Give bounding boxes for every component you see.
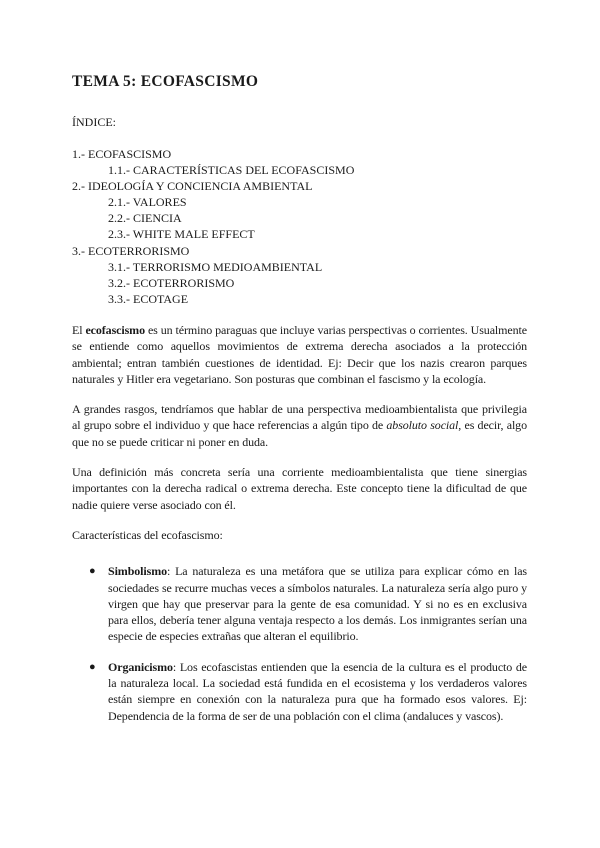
index-heading: ÍNDICE: [72,115,116,129]
toc-subitem: 2.3.- WHITE MALE EFFECT [108,227,255,242]
list-item-term: Simbolismo [108,564,168,579]
document-page [72,72,527,738]
paragraph-perspective [72,401,527,450]
list-item [72,563,527,644]
paragraph-lead: El [72,322,86,337]
list-item-text: : Los ecofascistas entienden que la esencia de la cultura es el producto de la naturaleza local. La sociedad está fundida en el ecosistema y los verdaderos valores están siempre en conexión con la naturaleza pura que ha formado esos valores. Ej: Dependencia de la forma de ser de una población con el clima (andaluces y vascos). [108,659,527,723]
table-of-contents [72,146,527,307]
list-item [72,659,527,724]
term-absoluto-social: absoluto social [386,418,459,433]
document-title: TEMA 5: ECOFASCISMO [72,73,259,90]
bullet-icon: ● [89,660,96,673]
paragraph-lead: A grandes rasgos, tendríamos que hablar de una perspectiva medioambientalista que privilegia al grupo sobre el individuo y que hace referencias a algún tipo de [72,402,527,433]
toc-subitem: 1.1.- CARACTERÍSTICAS DEL ECOFASCISMO [108,163,355,178]
paragraph-text: , es decir, algo que no se puede criticar ni poner en duda. [72,418,527,449]
toc-subitem: 3.3.- ECOTAGE [108,291,189,306]
toc-subitem: 2.2.- CIENCIA [108,211,182,226]
toc-subitem: 2.1.- VALORES [108,195,187,210]
list-item-text: : La naturaleza es una metáfora que se utiliza para explicar cómo en las sociedades se recurre muchas veces a símbolos naturales. La naturaleza sería algo puro y virgen que hay que preservar para la gente de esa comunidad. Y si no es en exclusiva para ellos, debería tener alguna ventaja respecto a los demás. Los inmigrantes serían una especie de especies extrañas que alteran el equilibrio. [108,564,527,644]
toc-subitem: 3.2.- ECOTERRORISMO [108,275,235,290]
characteristics-list [72,563,527,724]
paragraph-definition [72,322,527,387]
bullet-icon: ● [89,565,96,578]
term-ecofascismo: ecofascismo [85,322,145,337]
paragraph-concrete-definition: Una definición más concreta sería una corriente medioambientalista que tiene sinergias importantes con la derecha radical o extrema derecha. Este concepto tiene la dificultad de que nadie quiere verse asociado con él. [72,465,527,512]
paragraph-text: es un término paraguas que incluye varias perspectivas o corrientes. Usualmente se entiende como aquellos movimientos de extrema derecha asociados a la protección ambiental; entran también cuestiones de identidad. Ej: Decir que los nazis crearon parques naturales y Hitler era vegetariano. Son posturas que combinan el fascismo y la ecología. [72,322,527,386]
toc-item: 1.- ECOFASCISMO [72,147,172,161]
toc-item: 3.- ECOTERRORISMO [72,243,190,258]
toc-subitem: 3.1.- TERRORISMO MEDIOAMBIENTAL [108,259,323,274]
toc-item: 2.- IDEOLOGÍA Y CONCIENCIA AMBIENTAL [72,179,313,194]
list-item-term: Organicismo [108,659,173,674]
paragraph-characteristics-intro: Características del ecofascismo: [72,527,223,542]
